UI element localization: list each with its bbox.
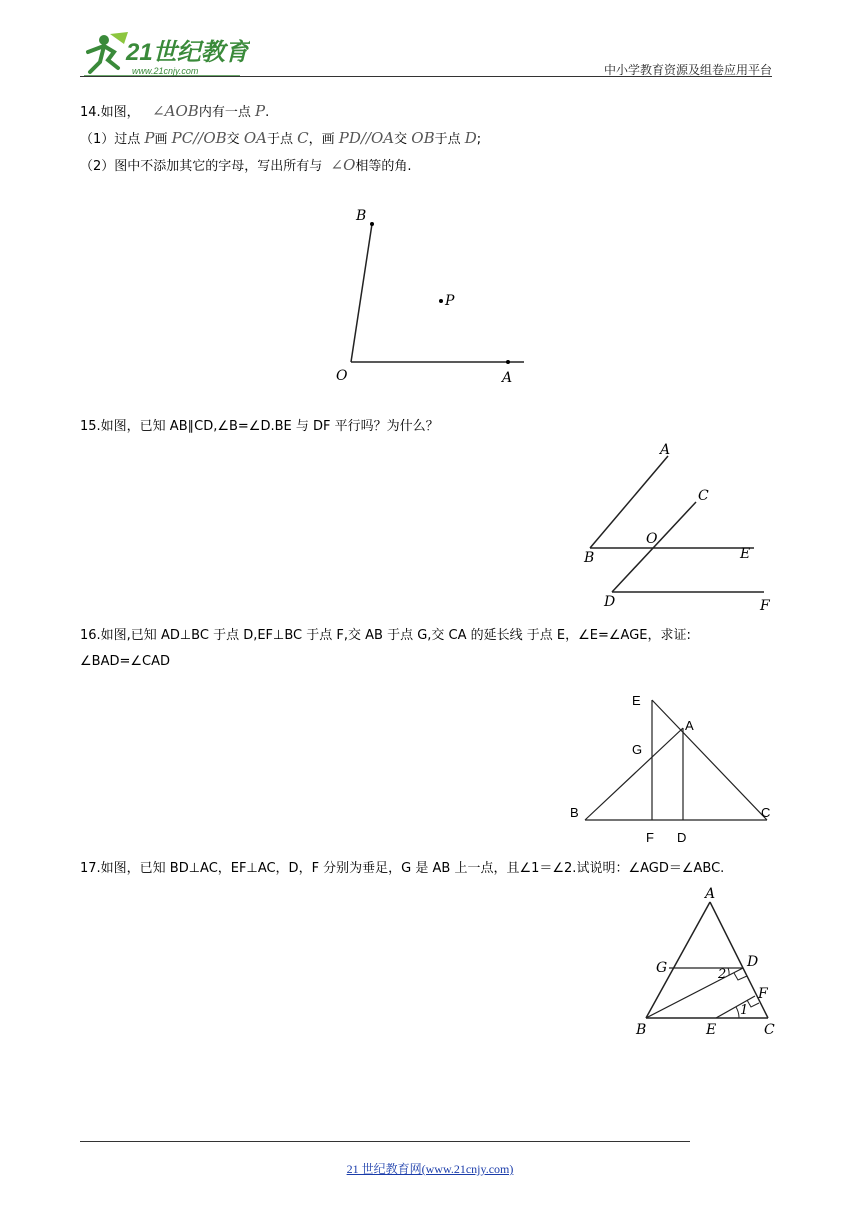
label-e: E — [632, 693, 641, 708]
label-o: O — [336, 368, 348, 384]
label-e: E — [706, 1022, 717, 1038]
label-c: C — [764, 1022, 775, 1038]
platform-name: 中小学教育资源及组卷应用平台 — [603, 63, 772, 77]
q17-text: 17.如图，已知 BD⊥AC，EF⊥AC，D，F 分别为垂足，G 是 AB 上一点，且∠1＝∠2.试说明：∠AGD＝∠ABC. — [80, 861, 725, 876]
label-a: A — [502, 370, 513, 386]
site-logo — [80, 30, 250, 78]
q14-figure — [330, 200, 530, 390]
q16-figure — [566, 690, 780, 850]
q16-line1: 16.如图,已知 AD⊥BC 于点 D,EF⊥BC 于点 F,交 AB 于点 G,交 CA 的延长线 于点 E，∠E=∠AGE，求证: — [80, 628, 691, 643]
q14-line3: （2）图中不添加其它的字母，写出所有与 ∠O相等的角. — [80, 156, 412, 174]
q14-line1: 14.如图， ∠AOB内有一点 P. — [80, 102, 270, 120]
label-a: A — [685, 718, 694, 733]
label-f: F — [760, 598, 770, 612]
q14-line2: （1）过点 P画 PC//OB交 OA于点 C，画 PD//OA交 OB于点 D; — [80, 129, 482, 147]
label-g: G — [656, 960, 668, 976]
runner-icon — [88, 32, 128, 72]
label-b: B — [584, 550, 595, 566]
logo-url: www.21cnjy.com — [132, 66, 199, 76]
label-d: D — [677, 830, 687, 845]
footer-link[interactable]: 21 世纪教育网(www.21cnjy.com) — [346, 1162, 514, 1176]
q16-line2: ∠BAD=∠CAD — [80, 654, 171, 669]
label-angle-2: 2 — [718, 967, 727, 982]
label-b: B — [356, 208, 367, 224]
label-d: D — [604, 594, 616, 610]
q15-figure — [580, 440, 776, 612]
header-divider — [80, 76, 772, 77]
label-angle-1: 1 — [740, 1003, 749, 1018]
label-a: A — [705, 886, 716, 902]
label-g: G — [632, 742, 643, 757]
logo-text: 21世纪教育 — [126, 39, 249, 66]
label-b: B — [636, 1022, 647, 1038]
label-p: P — [445, 293, 455, 309]
q15-text: 15.如图，已知 AB∥CD,∠B=∠D.BE 与 DF 平行吗？为什么？ — [80, 419, 439, 434]
label-d: D — [747, 954, 759, 970]
label-b: B — [570, 805, 579, 820]
q17-figure — [630, 882, 780, 1042]
label-c: C — [698, 488, 709, 504]
label-f: F — [758, 986, 768, 1002]
footer-divider — [80, 1141, 690, 1142]
label-e: E — [740, 546, 751, 562]
label-o: O — [646, 531, 658, 547]
label-c: C — [761, 805, 771, 820]
label-a: A — [660, 442, 671, 458]
label-f: F — [646, 830, 654, 845]
